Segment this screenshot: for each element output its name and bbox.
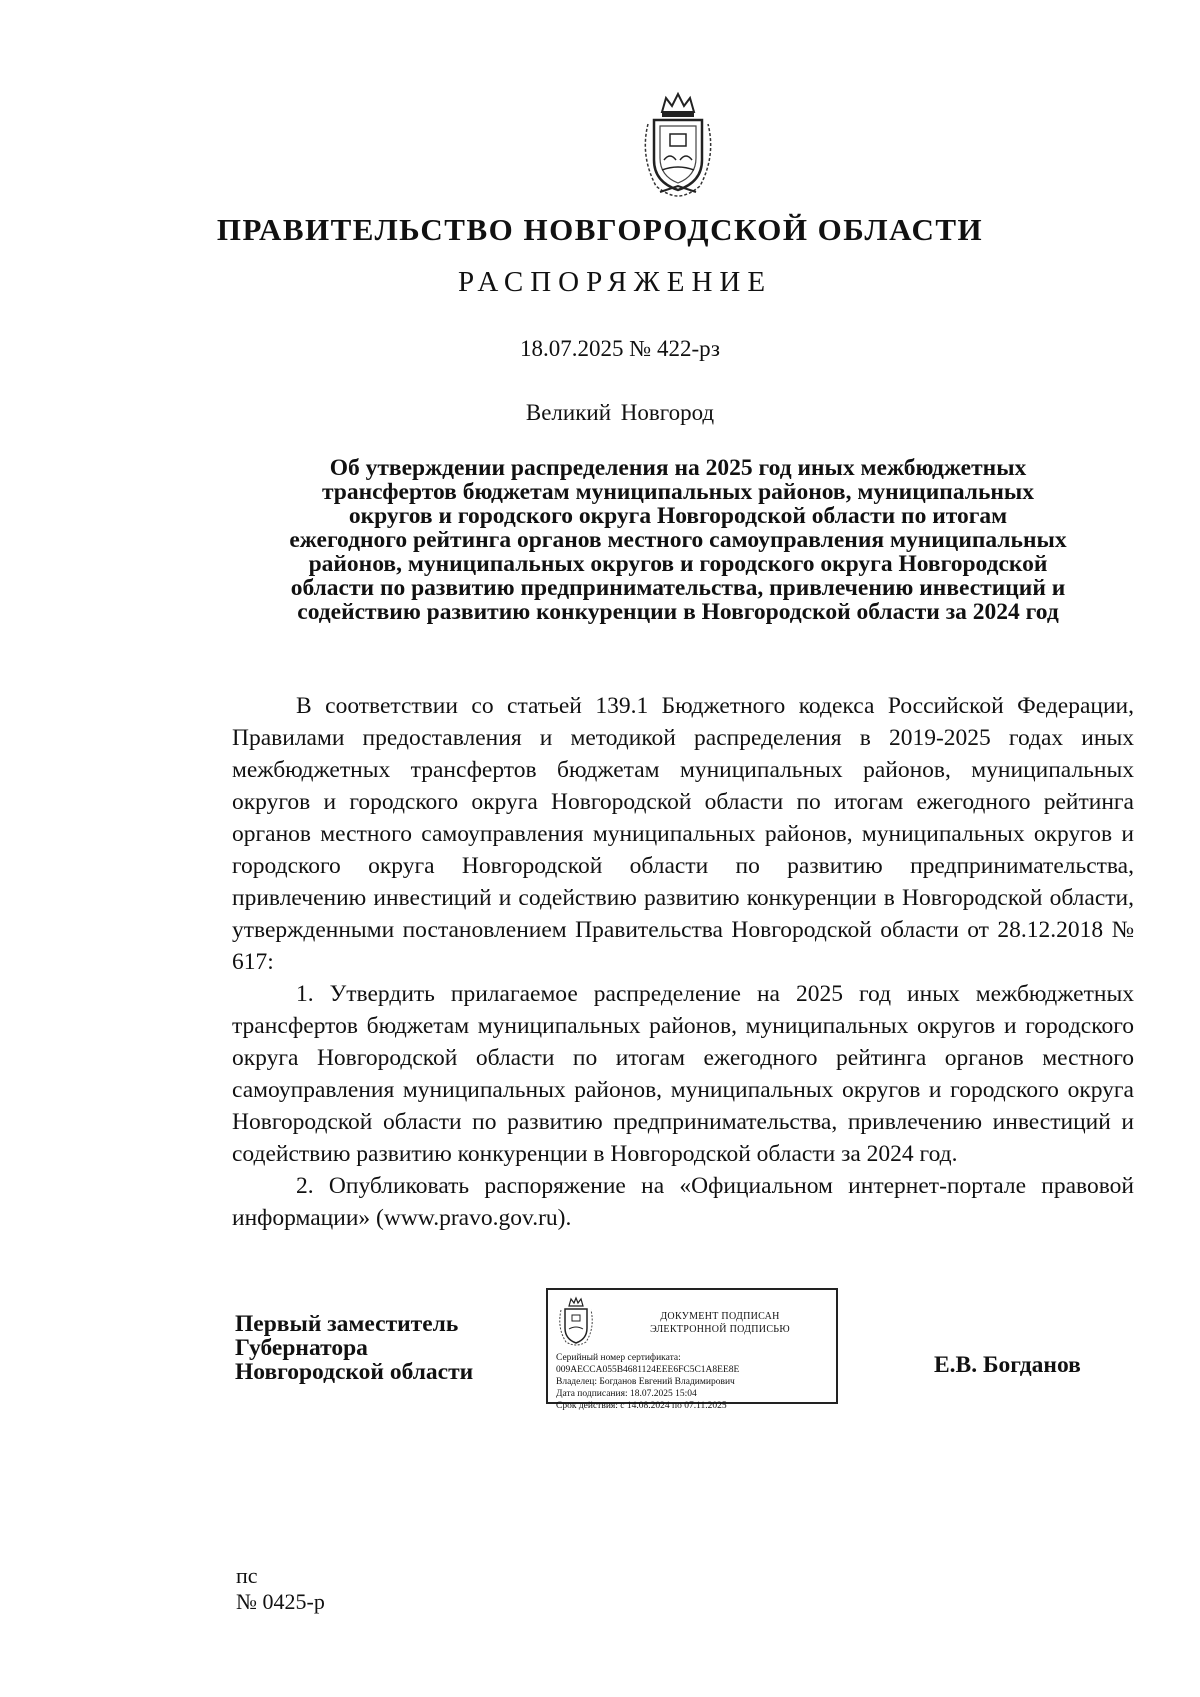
novgorod-coat-of-arms-icon	[636, 90, 720, 200]
organization-name: ПРАВИТЕЛЬСТВО НОВГОРОДСКОЙ ОБЛАСТИ	[216, 212, 984, 247]
document-city: Великий Новгород	[525, 400, 715, 425]
certificate-serial-value: 009AECCA055B4681124EEE6FC5C1A8EE8E	[556, 1365, 740, 1375]
executor-initials: пс	[236, 1563, 258, 1588]
signer-position-line: Новгородской области	[235, 1359, 474, 1385]
document-footer	[236, 1563, 325, 1615]
preamble-paragraph: В соответствии со статьей 139.1 Бюджетного кодекса Российской Федерации, Правилами предоставления и методикой распределения в 2019-2025 годах иных межбюджетных трансфертов бюджетам муниципальных районов, муниципальных округов и городского округа Новгородской области по итогам ежегодного рейтинга органов местного самоуправления муниципальных районов, муниципальных округов и городского округа Новгородской области по развитию предпринимательства, привлечению инвестиций и содействию развитию конкуренции в Новгородской области, утвержденными постановлением Правительства Новгородской области от 28.12.2018 № 617:	[232, 693, 1134, 975]
stamp-header-line: ЭЛЕКТРОННОЙ ПОДПИСЬЮ	[650, 1324, 790, 1335]
certificate-validity: Срок действия: с 14.08.2024 по 07.11.2025	[556, 1401, 727, 1411]
title-line: содействию развитию конкуренции в Новгородской области за 2024 год	[297, 599, 1059, 625]
document-type: РАСПОРЯЖЕНИЕ	[457, 266, 773, 298]
title-line: районов, муниципальных округов и городского округа Новгородской	[308, 551, 1048, 577]
signer-position	[235, 1312, 473, 1384]
stamp-fields	[556, 1352, 832, 1412]
title-line: Об утверждении распределения на 2025 год иных межбюджетных	[329, 455, 1027, 481]
document-body	[232, 690, 1134, 1234]
title-line: округов и городского округа Новгородской области по итогам	[348, 503, 1008, 529]
title-line: области по развитию предпринимательства, привлечению инвестиций и	[290, 575, 1066, 601]
signer-position-line: Губернатора	[235, 1335, 368, 1361]
stamp-header-line: ДОКУМЕНТ ПОДПИСАН	[660, 1311, 780, 1322]
certificate-owner: Владелец: Богданов Евгений Владимирович	[556, 1377, 735, 1387]
electronic-signature-stamp	[546, 1288, 838, 1411]
internal-number: № 0425-р	[236, 1589, 325, 1614]
coat-of-arms-icon	[556, 1296, 596, 1348]
item-1-paragraph: 1. Утвердить прилагаемое распределение на 2025 год иных межбюджетных трансфертов бюджетам муниципальных районов, муниципальных округов и городского округа Новгородской области по итогам ежегодного рейтинга органов местного самоуправления муниципальных районов, муниципальных округов и городского округа Новгородской области по развитию предпринимательства, привлечению инвестиций и содействию развитию конкуренции в Новгородской области за 2024 год.	[232, 981, 1134, 1167]
title-line: ежегодного рейтинга органов местного самоуправления муниципальных	[289, 527, 1067, 553]
title-line: трансфертов бюджетам муниципальных районов, муниципальных	[321, 479, 1035, 505]
document-title	[228, 456, 1128, 624]
item-2-paragraph: 2. Опубликовать распоряжение на «Официальном интернет-портале правовой информации» (www.pravo.gov.ru).	[232, 1173, 1134, 1231]
stamp-header	[610, 1310, 830, 1336]
signer-name: Е.В. Богданов	[934, 1352, 1081, 1378]
signer-position-line: Первый заместитель	[235, 1311, 459, 1337]
certificate-serial-label: Серийный номер сертификата:	[556, 1353, 681, 1363]
signing-date: Дата подписания: 18.07.2025 15:04	[556, 1389, 697, 1399]
document-date-number: 18.07.2025 № 422-рз	[520, 336, 720, 361]
